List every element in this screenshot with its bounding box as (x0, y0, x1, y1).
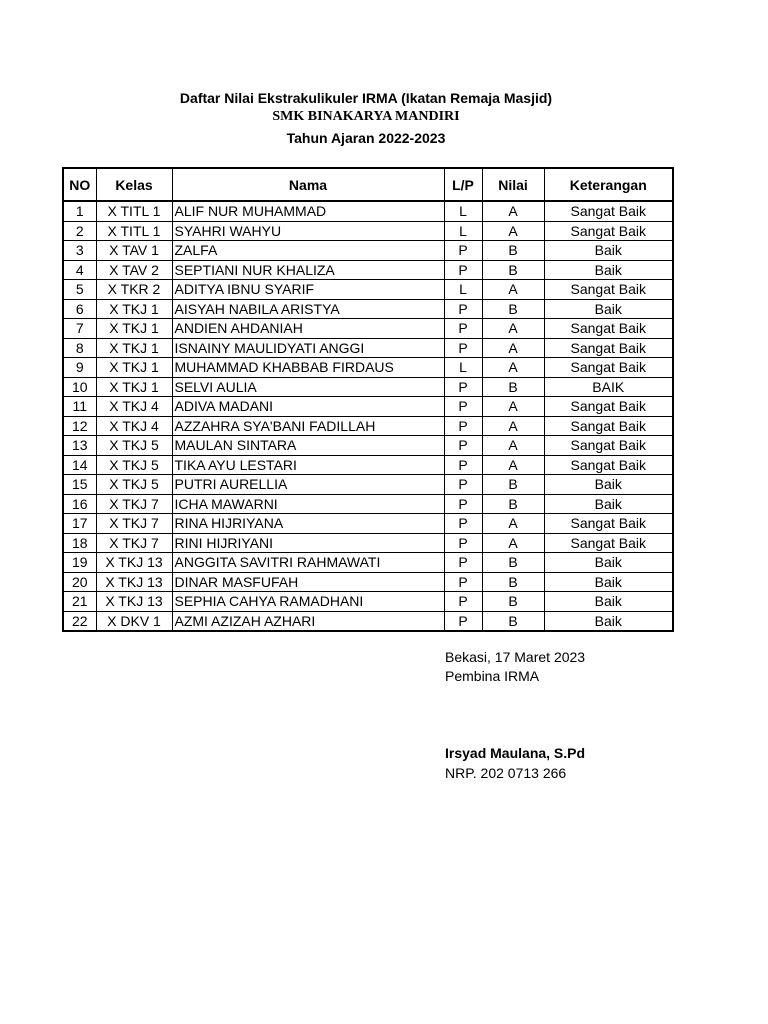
cell-lp: P (444, 397, 482, 417)
cell-keterangan: Baik (544, 553, 673, 573)
cell-nama: AZMI AZIZAH AZHARI (172, 611, 444, 631)
cell-keterangan: Baik (544, 299, 673, 319)
cell-nilai: B (482, 260, 544, 280)
cell-keterangan: Sangat Baik (544, 416, 673, 436)
cell-nilai: A (482, 338, 544, 358)
cell-no: 5 (63, 280, 96, 300)
signature-name: Irsyad Maulana, S.Pd (445, 745, 586, 761)
cell-nilai: B (482, 494, 544, 514)
column-header-lp: L/P (444, 168, 482, 201)
table-body (63, 201, 673, 631)
table-row (63, 572, 673, 592)
cell-nama: RINI HIJRIYANI (172, 533, 444, 553)
cell-keterangan: Baik (544, 494, 673, 514)
cell-kelas: X TKJ 4 (96, 397, 172, 417)
cell-nama: SEPHIA CAHYA RAMADHANI (172, 592, 444, 612)
cell-kelas: X TKJ 7 (96, 494, 172, 514)
cell-keterangan: Baik (544, 611, 673, 631)
signature-role: Pembina IRMA (445, 668, 540, 684)
cell-kelas: X TITL 1 (96, 221, 172, 241)
cell-kelas: X TKJ 7 (96, 514, 172, 534)
cell-keterangan: BAIK (544, 377, 673, 397)
table-row (63, 241, 673, 261)
cell-lp: P (444, 416, 482, 436)
cell-nama: SYAHRI WAHYU (172, 221, 444, 241)
cell-lp: P (444, 533, 482, 553)
table-row (63, 514, 673, 534)
cell-lp: P (444, 592, 482, 612)
table-row (63, 358, 673, 378)
column-header-keterangan: Keterangan (544, 168, 673, 201)
table-row (63, 319, 673, 339)
cell-no: 15 (63, 475, 96, 495)
cell-nama: RINA HIJRIYANA (172, 514, 444, 534)
cell-kelas: X TKJ 1 (96, 358, 172, 378)
table-row (63, 416, 673, 436)
cell-lp: P (444, 455, 482, 475)
cell-lp: L (444, 201, 482, 221)
cell-keterangan: Baik (544, 475, 673, 495)
cell-nilai: A (482, 514, 544, 534)
cell-lp: P (444, 611, 482, 631)
cell-nama: SELVI AULIA (172, 377, 444, 397)
table-row (63, 494, 673, 514)
cell-nama: ANGGITA SAVITRI RAHMAWATI (172, 553, 444, 573)
cell-kelas: X TKJ 13 (96, 553, 172, 573)
cell-keterangan: Sangat Baik (544, 201, 673, 221)
cell-kelas: X TKJ 5 (96, 475, 172, 495)
cell-keterangan: Sangat Baik (544, 514, 673, 534)
cell-nama: ICHA MAWARNI (172, 494, 444, 514)
cell-keterangan: Sangat Baik (544, 358, 673, 378)
cell-lp: P (444, 436, 482, 456)
table-row (63, 280, 673, 300)
column-header-kelas: Kelas (96, 168, 172, 201)
column-header-no: NO (63, 168, 96, 201)
cell-nama: ANDIEN AHDANIAH (172, 319, 444, 339)
cell-lp: P (444, 572, 482, 592)
cell-nama: ADIVA MADANI (172, 397, 444, 417)
cell-nama: ISNAINY MAULIDYATI ANGGI (172, 338, 444, 358)
cell-lp: P (444, 260, 482, 280)
cell-no: 1 (63, 201, 96, 221)
cell-lp: P (444, 553, 482, 573)
cell-no: 19 (63, 553, 96, 573)
cell-no: 6 (63, 299, 96, 319)
cell-kelas: X TKR 2 (96, 280, 172, 300)
cell-nama: MUHAMMAD KHABBAB FIRDAUS (172, 358, 444, 378)
academic-year: Tahun Ajaran 2022-2023 (286, 130, 446, 146)
table-row (63, 475, 673, 495)
table-row (63, 455, 673, 475)
cell-nilai: B (482, 572, 544, 592)
cell-nilai: B (482, 475, 544, 495)
table-row (63, 397, 673, 417)
cell-lp: P (444, 319, 482, 339)
cell-nama: DINAR MASFUFAH (172, 572, 444, 592)
table-row (63, 533, 673, 553)
cell-no: 14 (63, 455, 96, 475)
cell-lp: L (444, 358, 482, 378)
cell-nama: MAULAN SINTARA (172, 436, 444, 456)
cell-lp: P (444, 514, 482, 534)
grades-table (62, 167, 674, 632)
cell-nama: SEPTIANI NUR KHALIZA (172, 260, 444, 280)
column-header-nama: Nama (172, 168, 444, 201)
cell-nilai: A (482, 221, 544, 241)
school-name: SMK BINAKARYA MANDIRI (272, 109, 460, 124)
table-row (63, 221, 673, 241)
cell-no: 8 (63, 338, 96, 358)
cell-nilai: A (482, 319, 544, 339)
cell-no: 16 (63, 494, 96, 514)
cell-keterangan: Sangat Baik (544, 338, 673, 358)
cell-nilai: A (482, 533, 544, 553)
table-row (63, 592, 673, 612)
cell-kelas: X TKJ 1 (96, 319, 172, 339)
cell-no: 20 (63, 572, 96, 592)
cell-kelas: X TKJ 4 (96, 416, 172, 436)
cell-nilai: B (482, 592, 544, 612)
cell-no: 13 (63, 436, 96, 456)
cell-keterangan: Sangat Baik (544, 319, 673, 339)
cell-nilai: B (482, 241, 544, 261)
cell-keterangan: Baik (544, 592, 673, 612)
cell-nama: AISYAH NABILA ARISTYA (172, 299, 444, 319)
cell-no: 7 (63, 319, 96, 339)
cell-no: 9 (63, 358, 96, 378)
table-row (63, 611, 673, 631)
table-row (63, 436, 673, 456)
cell-no: 21 (63, 592, 96, 612)
cell-kelas: X TKJ 13 (96, 572, 172, 592)
cell-nilai: A (482, 397, 544, 417)
table-row (63, 201, 673, 221)
cell-no: 3 (63, 241, 96, 261)
cell-kelas: X TKJ 13 (96, 592, 172, 612)
table-row (63, 299, 673, 319)
cell-kelas: X TKJ 7 (96, 533, 172, 553)
cell-keterangan: Sangat Baik (544, 221, 673, 241)
cell-lp: L (444, 221, 482, 241)
signature-place-date: Bekasi, 17 Maret 2023 (445, 649, 586, 665)
cell-lp: P (444, 475, 482, 495)
cell-nilai: B (482, 553, 544, 573)
table-row (63, 260, 673, 280)
cell-nilai: A (482, 436, 544, 456)
cell-nilai: B (482, 377, 544, 397)
table-row (63, 553, 673, 573)
cell-lp: P (444, 494, 482, 514)
cell-kelas: X TKJ 1 (96, 338, 172, 358)
cell-kelas: X TITL 1 (96, 201, 172, 221)
cell-lp: L (444, 280, 482, 300)
cell-kelas: X TKJ 1 (96, 299, 172, 319)
table-row (63, 377, 673, 397)
cell-keterangan: Sangat Baik (544, 533, 673, 553)
cell-nama: ZALFA (172, 241, 444, 261)
cell-keterangan: Baik (544, 241, 673, 261)
cell-nilai: A (482, 455, 544, 475)
cell-keterangan: Baik (544, 572, 673, 592)
cell-nilai: A (482, 416, 544, 436)
cell-no: 22 (63, 611, 96, 631)
cell-no: 4 (63, 260, 96, 280)
signature-nrp: NRP. 202 0713 266 (445, 765, 567, 781)
table-header-row (63, 168, 673, 201)
cell-no: 11 (63, 397, 96, 417)
cell-no: 12 (63, 416, 96, 436)
cell-lp: P (444, 299, 482, 319)
cell-nilai: B (482, 611, 544, 631)
cell-keterangan: Baik (544, 260, 673, 280)
cell-kelas: X TKJ 5 (96, 455, 172, 475)
cell-lp: P (444, 338, 482, 358)
cell-kelas: X TKJ 1 (96, 377, 172, 397)
cell-keterangan: Sangat Baik (544, 436, 673, 456)
cell-lp: P (444, 377, 482, 397)
cell-nama: AZZAHRA SYA'BANI FADILLAH (172, 416, 444, 436)
cell-no: 2 (63, 221, 96, 241)
cell-nama: TIKA AYU LESTARI (172, 455, 444, 475)
cell-kelas: X DKV 1 (96, 611, 172, 631)
cell-kelas: X TKJ 5 (96, 436, 172, 456)
cell-nilai: A (482, 201, 544, 221)
cell-keterangan: Sangat Baik (544, 455, 673, 475)
document-title: Daftar Nilai Ekstrakulikuler IRMA (Ikatan Remaja Masjid) (179, 90, 553, 106)
cell-no: 18 (63, 533, 96, 553)
cell-lp: P (444, 241, 482, 261)
cell-no: 10 (63, 377, 96, 397)
cell-nilai: A (482, 280, 544, 300)
cell-nama: PUTRI AURELLIA (172, 475, 444, 495)
cell-no: 17 (63, 514, 96, 534)
cell-nilai: A (482, 358, 544, 378)
cell-keterangan: Sangat Baik (544, 280, 673, 300)
cell-keterangan: Sangat Baik (544, 397, 673, 417)
cell-nilai: B (482, 299, 544, 319)
cell-kelas: X TAV 1 (96, 241, 172, 261)
column-header-nilai: Nilai (482, 168, 544, 201)
cell-nama: ALIF NUR MUHAMMAD (172, 201, 444, 221)
cell-kelas: X TAV 2 (96, 260, 172, 280)
cell-nama: ADITYA IBNU SYARIF (172, 280, 444, 300)
table-row (63, 338, 673, 358)
